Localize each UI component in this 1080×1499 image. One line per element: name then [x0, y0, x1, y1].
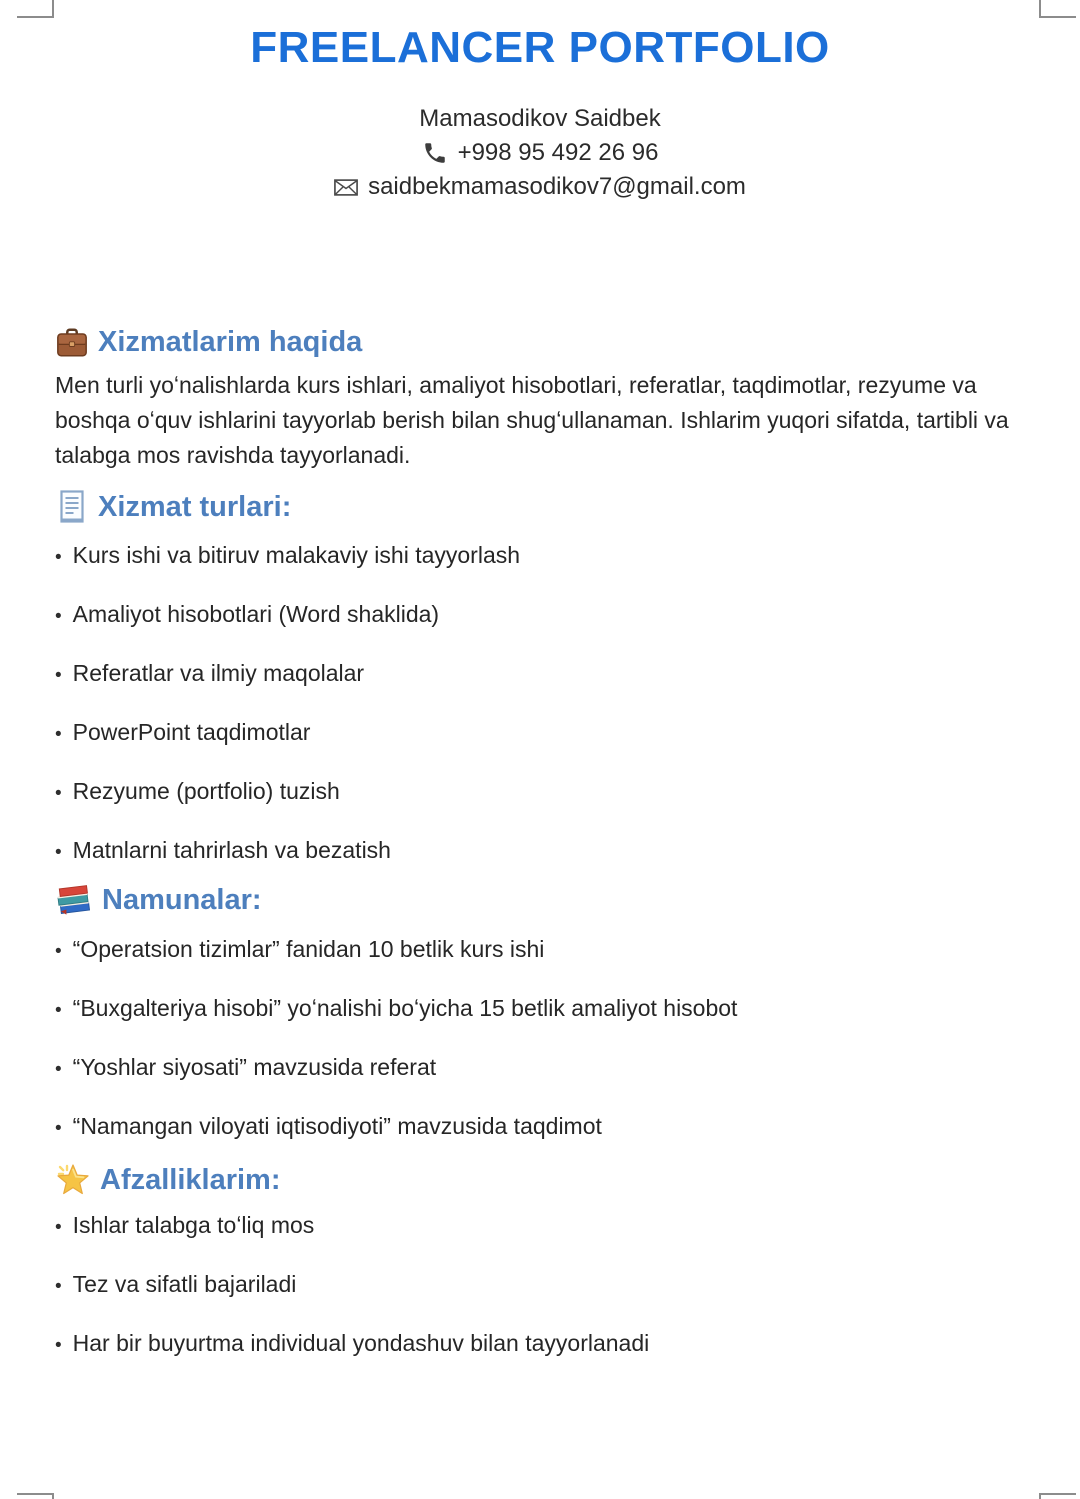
list-item-text: Ishlar talabga toʻliq mos — [72, 1212, 315, 1238]
list-item — [55, 1329, 1025, 1360]
list-item — [55, 777, 1025, 808]
bullet-marker: • — [55, 783, 62, 804]
bullet-marker: • — [55, 1000, 62, 1021]
list-item — [55, 1112, 1025, 1143]
list-item-text: Kurs ishi va bitiruv malakaviy ishi tayyorlash — [72, 542, 521, 568]
section-samples-heading-label: Namunalar: — [102, 884, 262, 916]
list-item-text: Matnlarni tahrirlash va bezatish — [72, 837, 391, 863]
list-item — [55, 836, 1025, 867]
bullet-marker: • — [55, 1217, 62, 1238]
text-boundary-mark-bottom-right — [1039, 1493, 1076, 1499]
section-samples-heading — [55, 882, 1025, 918]
section-advantages — [55, 1162, 1025, 1360]
list-item-text: Rezyume (portfolio) tuzish — [72, 778, 340, 804]
list-item-text: Referatlar va ilmiy maqolalar — [72, 660, 365, 686]
list-item — [55, 994, 1025, 1025]
books-icon — [55, 883, 93, 917]
advantages-list — [55, 1211, 1025, 1360]
text-boundary-mark-top-left — [17, 0, 54, 18]
star-icon — [55, 1162, 91, 1198]
list-item-text: “Namangan viloyati iqtisodiyoti” mavzusida taqdimot — [72, 1113, 602, 1139]
bullet-marker: • — [55, 1118, 62, 1139]
bullet-marker: • — [55, 1335, 62, 1356]
section-samples — [55, 882, 1025, 1143]
section-services — [55, 489, 1025, 867]
section-about — [55, 324, 1025, 473]
list-item-text: Har bir buyurtma individual yondashuv bilan tayyorlanadi — [72, 1330, 650, 1356]
contact-email-line — [55, 170, 1025, 204]
document-icon — [55, 489, 89, 525]
bullet-marker: • — [55, 606, 62, 627]
section-about-heading-label: Xizmatlarim haqida — [98, 326, 363, 358]
page-title: FREELANCER PORTFOLIO — [250, 23, 830, 72]
contact-name: Mamasodikov Saidbek — [419, 105, 661, 132]
list-item — [55, 1270, 1025, 1301]
services-list — [55, 541, 1025, 867]
section-services-heading-label: Xizmat turlari: — [98, 491, 292, 523]
contact-email: saidbekmamasodikov7@gmail.com — [368, 173, 746, 200]
contact-block — [55, 102, 1025, 204]
list-item — [55, 541, 1025, 572]
section-advantages-heading-label: Afzalliklarim: — [100, 1164, 281, 1196]
section-services-heading — [55, 489, 1025, 525]
bullet-marker: • — [55, 941, 62, 962]
list-item — [55, 600, 1025, 631]
bullet-marker: • — [55, 547, 62, 568]
list-item — [55, 1211, 1025, 1242]
list-item — [55, 935, 1025, 966]
list-item-text: “Yoshlar siyosati” mavzusida referat — [72, 1054, 437, 1080]
bullet-marker: • — [55, 1276, 62, 1297]
contact-phone: +998 95 492 26 96 — [457, 139, 659, 166]
bullet-marker: • — [55, 842, 62, 863]
phone-icon — [422, 140, 448, 166]
contact-name-line — [55, 102, 1025, 136]
list-item-text: “Operatsion tizimlar” fanidan 10 betlik kurs ishi — [72, 936, 545, 962]
list-item-text: Tez va sifatli bajariladi — [72, 1271, 297, 1297]
about-paragraph: Men turli yoʻnalishlarda kurs ishlari, amaliyot hisobotlari, referatlar, taqdimotlar, rezyume va boshqa oʻquv ishlarini tayyorlab berish bilan shugʻullanaman. Ishlarim yuqori sifatda, tartibli va talabga mos ravishda tayyorlanadi. — [55, 372, 1009, 468]
briefcase-icon — [55, 325, 89, 359]
section-advantages-heading — [55, 1162, 1025, 1198]
list-item-text: Amaliyot hisobotlari (Word shaklida) — [72, 601, 440, 627]
bullet-marker: • — [55, 665, 62, 686]
text-boundary-mark-top-right — [1039, 0, 1076, 18]
section-about-heading — [55, 324, 1025, 360]
contact-phone-line — [55, 136, 1025, 170]
list-item — [55, 1053, 1025, 1084]
list-item — [55, 659, 1025, 690]
samples-list — [55, 935, 1025, 1143]
list-item — [55, 718, 1025, 749]
envelope-icon — [334, 179, 358, 196]
list-item-text: PowerPoint taqdimotlar — [72, 719, 311, 745]
bullet-marker: • — [55, 724, 62, 745]
list-item-text: “Buxgalteriya hisobi” yoʻnalishi boʻyicha 15 betlik amaliyot hisobot — [72, 995, 738, 1021]
text-boundary-mark-bottom-left — [17, 1493, 54, 1499]
bullet-marker: • — [55, 1059, 62, 1080]
